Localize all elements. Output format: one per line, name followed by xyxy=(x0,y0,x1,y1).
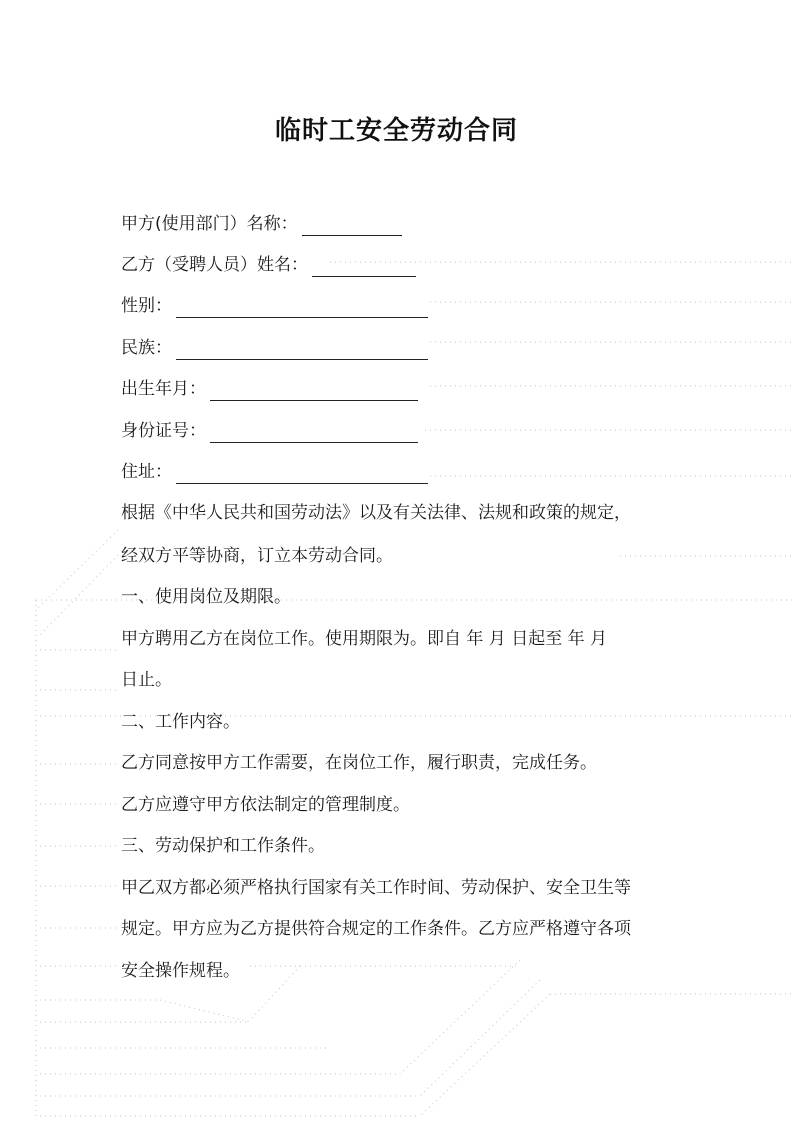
birth-blank xyxy=(210,380,418,401)
party-b-field xyxy=(121,253,416,277)
address-label: 住址： xyxy=(121,462,172,482)
id-number-field xyxy=(121,419,418,443)
paragraph-line: 甲乙双方都必须严格执行国家有关工作时间、劳动保护、安全卫生等 xyxy=(121,878,631,898)
section-heading: 二、工作内容。 xyxy=(121,712,240,732)
paragraph-line: 乙方应遵守甲方依法制定的管理制度。 xyxy=(121,795,410,815)
paragraph-line: 经双方平等协商，订立本劳动合同。 xyxy=(121,546,393,566)
paragraph-line: 日止。 xyxy=(121,670,172,690)
paragraph-line: 乙方同意按甲方工作需要，在岗位工作，履行职责，完成任务。 xyxy=(121,753,597,773)
gender-field xyxy=(121,294,428,318)
birth-field xyxy=(121,377,418,401)
ethnicity-blank xyxy=(176,339,428,360)
paragraph-line: 安全操作规程。 xyxy=(121,961,240,981)
birth-label: 出生年月： xyxy=(121,379,206,399)
address-blank xyxy=(176,463,428,484)
id-number-blank xyxy=(210,422,418,443)
party-a-field xyxy=(121,212,402,236)
gender-label: 性别： xyxy=(121,296,172,316)
party-b-label: 乙方（受聘人员）姓名： xyxy=(121,255,308,275)
address-field xyxy=(121,460,428,484)
ethnicity-field xyxy=(121,336,428,360)
paragraph-line: 规定。甲方应为乙方提供符合规定的工作条件。乙方应严格遵守各项 xyxy=(121,919,631,939)
paragraph-line: 甲方聘用乙方在岗位工作。使用期限为。即自 年 月 日起至 年 月 xyxy=(121,629,608,649)
document-title: 临时工安全劳动合同 xyxy=(274,116,518,146)
section-heading: 一、使用岗位及期限。 xyxy=(121,587,291,607)
gender-blank xyxy=(176,297,428,318)
party-a-label: 甲方(使用部门）名称： xyxy=(121,214,298,234)
party-b-blank xyxy=(312,256,416,277)
paragraph-line: 根据《中华人民共和国劳动法》以及有关法律、法规和政策的规定， xyxy=(121,503,631,523)
ethnicity-label: 民族： xyxy=(121,338,172,358)
party-a-blank xyxy=(302,215,402,236)
section-heading: 三、劳动保护和工作条件。 xyxy=(121,836,325,856)
id-number-label: 身份证号： xyxy=(121,421,206,441)
